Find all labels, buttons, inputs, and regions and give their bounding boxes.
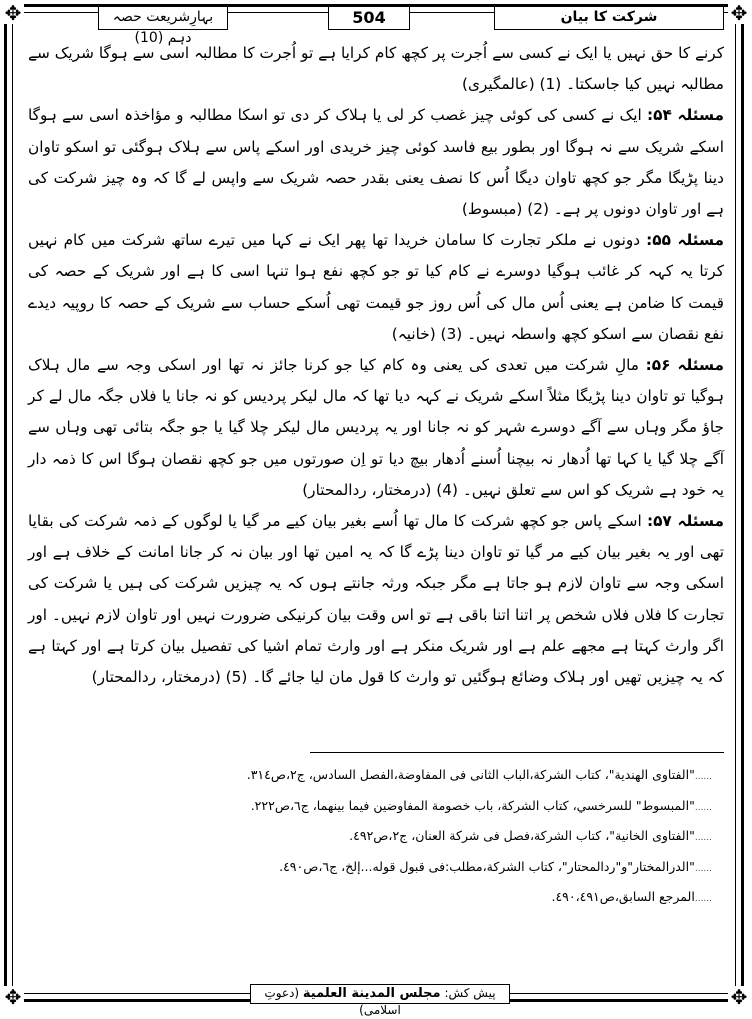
page-footer [250,984,510,1017]
footer-suffix: (دعوتِ اسلامی) [264,986,401,1017]
footnote: ......"المبسوط" للسرخسي، كتاب الشركة، باب خصومة المفاوضين فيما بينهما، ج٦،ص٢٢٢. [250,797,712,813]
masala-label: مسئلہ ۵۵: [646,231,724,250]
page-header [28,6,724,46]
footnotes [28,760,712,913]
page-body [28,38,724,693]
paragraph-text: مالِ شرکت میں تعدی کی یعنی وہ کام کیا جو کرنا جائز نہ تھا اور اسکی وجہ سے مال ہلاک ہوگیا تو تاوان دینا پڑیگا مثلاً اسکے شریک نے کہہ دیا تھا کہ مال لیکر پردیس کو نہ جانا یا فلاں جگہ مال لے کر جاؤ مگر وہاں سے آگے دوسرے شہر کو نہ جانا اور یہ پردیس مال لیکر چلا گیا یا جو جگہ بتائی تھی وہاں سے آگے چلا گیا یا کہا تھا اُدھار نہ بیچنا اُسنے اُدھار بیچ دیا تو اِن صورتوں میں جو کچھ نقصان ہوگا اس کا ذمہ دار یہ خود ہے شریک کو اس سے تعلق نہیں۔ (4) (درمختار، ردالمحتار) [28,356,724,499]
paragraph [28,506,724,693]
page-number: 504 [328,6,410,30]
paragraph-text: اسکے پاس جو کچھ شرکت کا مال تھا اُسے بغیر بیان کیے مر گیا یا لوگوں کے ذمہ شرکت کی بقایا تھی اور یہ بغیر بیان کیے مر گیا تو تاوان دینا پڑے گا کہ یہ امین تھا اور بیان نہ کر جانا امانت کے خلاف ہے اور اسکی وجہ سے تاوان لازم ہو جاتا ہے مگر جبکہ ورثہ جانتے ہوں کہ یہ چیزیں شرکت کی ہیں یا شرکت کی تجارت کا فلاں فلاں شخص پر اتنا اتنا باقی ہے تو اس وقت بیان کرنیکی ضرورت نہیں اور تاوان لازم نہیں۔ اور اگر وارث کہتا ہے مجھے علم ہے اور شریک منکر ہے اور وارث تمام اشیا کی تفصیل بیان کرتا ہے اور کہتا ہے کہ یہ چیزیں تھیں اور ہلاک وضائع ہوگئیں تو وارث کا قول مان لیا جائے گا۔ (5) (درمختار، ردالمحتار) [28,512,724,687]
masala-label: مسئلہ ۵۴: [646,106,724,125]
corner-ornament-icon: ✥ [728,986,750,1008]
paragraph: کرنے کا حق نہیں یا ایک نے کسی سے اُجرت پر کچھ کام کرایا ہے تو اُجرت کا مطالبہ اسی سے ہوگا شریک سے مطالبہ نہیں کیا جاسکتا۔ (1) (عالمگیری) [28,44,724,94]
paragraph-text: دونوں نے ملکر تجارت کا سامان خریدا تھا پھر ایک نے کہا میں تیرے ساتھ شرکت میں کام نہیں کرتا یہ کہہ کر غائب ہوگیا دوسرے نے کام کیا تو جو کچھ نفع ہوا تنہا اسی کا ہے اور شریک کے حصہ کی قیمت کا ضامن ہے یعنی اُس مال کی اُس روز جو قیمت تھی اُسکے حساب سے شریک کے حصہ کا روپیہ دیدے نفع نقصان سے اسکو کچھ واسطہ نہیں۔ (3) (خانیہ) [28,231,724,343]
footer-org: مجلس المدينة العلمية [302,986,441,1001]
paragraph-text: ایک نے کسی کی کوئی چیز غصب کر لی یا ہلاک کر دی تو اسکا مطالبہ و مؤاخذہ اسی سے ہوگا اسکے شریک سے نہ ہوگا اور بطور بیع فاسد کوئی چیز خریدی اور اسکے پاس سے ہلاک ہوگئی تو اسکو تاوان دینا پڑیگا مگر جو کچھ تاوان دیگا اُس کا نصف یعنی بقدر حصہ شریک سے واپس لے گا کہ وہ چیز شرکت کی ہے اور تاوان دونوں پر ہے۔ (2) (مبسوط) [28,106,724,219]
corner-ornament-icon: ✥ [2,2,24,24]
paragraph [28,100,724,225]
footnote: ......"الدرالمختار"و"ردالمحتار"، كتاب الشركة،مطلب:فى قبول قوله...إلخ، ج٦،ص٤٩٠. [279,858,712,874]
masala-label: مسئلہ ۵۷: [646,512,724,531]
paragraph [28,350,724,506]
corner-ornament-icon: ✥ [2,986,24,1008]
footnote-divider [310,752,724,753]
book-title: بہارِشریعت حصہ دہم (10) [98,6,228,30]
footnote: ......"الفتاوى الهندية"، كتاب الشركة،الباب الثانى فى المفاوضة،الفصل السادس، ج٢،ص٣١٤. [246,767,712,782]
chapter-title: شرکت کا بیان [494,6,724,30]
footnote: ......"الفتاوى الخانية"، كتاب الشركة،فصل فى شركة العنان، ج٢،ص٤٩٢. [349,828,712,844]
paragraph [28,225,724,350]
footnote: ......المرجع السابق،ص٤٩٠،٤٩١. [551,889,712,905]
footer-prefix: پیش کش: [444,986,496,1000]
masala-label: مسئلہ ۵۶: [645,356,724,375]
corner-ornament-icon: ✥ [728,2,750,24]
